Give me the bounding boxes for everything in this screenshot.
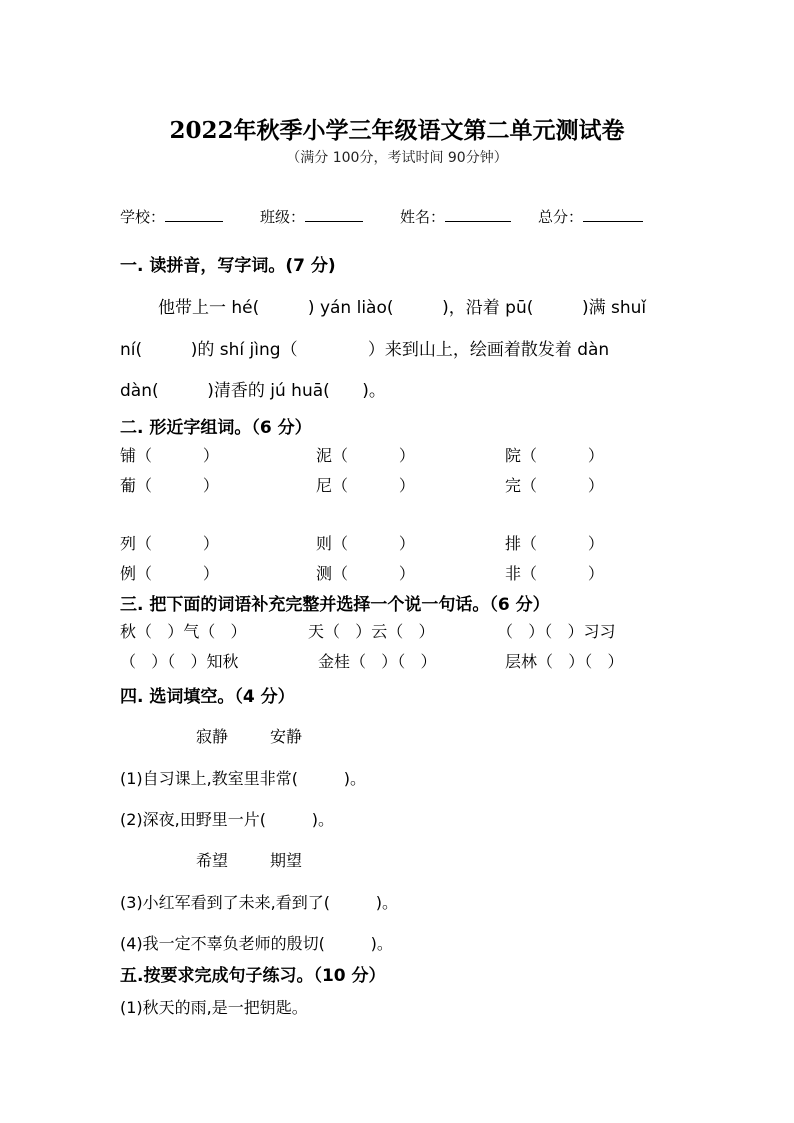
section-4-heading: 四. 选词填空。（4 分） bbox=[120, 687, 295, 707]
word-item: 完（ ） bbox=[505, 476, 604, 495]
class-label: 班级： bbox=[260, 208, 306, 226]
word-choice: 安静 bbox=[270, 727, 303, 746]
fill-question-2: (2)深夜,田野里一片( )。 bbox=[120, 810, 335, 829]
total-score-field[interactable] bbox=[538, 206, 643, 227]
fill-question-1: (1)自习课上,教室里非常( )。 bbox=[120, 769, 367, 788]
class-blank[interactable] bbox=[305, 206, 363, 222]
word-item: 葡（ ） bbox=[120, 476, 219, 495]
word-item: 非（ ） bbox=[505, 564, 604, 583]
word-item: 尼（ ） bbox=[316, 476, 415, 495]
word-item: 排（ ） bbox=[505, 534, 604, 553]
section-1-line-3: dàn( )清香的 jú huā( )。 bbox=[120, 381, 386, 401]
word-choice: 期望 bbox=[270, 851, 303, 870]
fill-question-3: (3)小红军看到了未来,看到了( )。 bbox=[120, 893, 399, 912]
exam-title: 2022年秋季小学三年级语文第二单元测试卷 bbox=[169, 117, 625, 144]
fill-question-4: (4)我一定不辜负老师的殷切( )。 bbox=[120, 934, 393, 953]
name-field[interactable] bbox=[400, 206, 511, 227]
word-item: 泥（ ） bbox=[316, 446, 415, 465]
school-label: 学校： bbox=[120, 208, 166, 226]
word-item: 测（ ） bbox=[316, 564, 415, 583]
idiom-item: 金桂（ ）（ ） bbox=[318, 652, 437, 671]
section-1-heading: 一. 读拼音，写字词。(7 分) bbox=[120, 256, 336, 276]
exam-subtitle: （满分 100分，考试时间 90分钟） bbox=[286, 150, 508, 166]
section-1-line-1: 他带上一 hé( ) yán liào( )，沿着 pū( )满 shuǐ bbox=[158, 298, 647, 318]
idiom-item: （ ）（ ）习习 bbox=[497, 622, 616, 641]
word-item: 铺（ ） bbox=[120, 446, 219, 465]
section-1-line-2: ní( )的 shí jìng（ ）来到山上，绘画着散发着 dàn bbox=[120, 340, 610, 360]
word-choice: 希望 bbox=[196, 851, 229, 870]
idiom-item: （ ）（ ）知秋 bbox=[120, 652, 239, 671]
section-3-heading: 三. 把下面的词语补充完整并选择一个说一句话。（6 分） bbox=[120, 595, 550, 615]
word-item: 例（ ） bbox=[120, 564, 219, 583]
section-5-heading: 五.按要求完成句子练习。（10 分） bbox=[120, 966, 386, 986]
school-blank[interactable] bbox=[165, 206, 223, 222]
name-blank[interactable] bbox=[445, 206, 511, 222]
idiom-item: 秋（ ）气（ ） bbox=[120, 622, 247, 641]
total-score-blank[interactable] bbox=[583, 206, 643, 222]
name-label: 姓名： bbox=[400, 208, 446, 226]
class-field[interactable] bbox=[260, 206, 363, 227]
sentence-question-1: (1)秋天的雨,是一把钥匙。 bbox=[120, 998, 308, 1017]
section-2-heading: 二. 形近字组词。（6 分） bbox=[120, 418, 312, 438]
word-item: 则（ ） bbox=[316, 534, 415, 553]
school-field[interactable] bbox=[120, 206, 223, 227]
word-item: 院（ ） bbox=[505, 446, 604, 465]
word-item: 列（ ） bbox=[120, 534, 219, 553]
idiom-item: 天（ ）云（ ） bbox=[308, 622, 435, 641]
idiom-item: 层林（ ）（ ） bbox=[505, 652, 624, 671]
total-score-label: 总分： bbox=[538, 208, 584, 226]
word-choice: 寂静 bbox=[196, 727, 229, 746]
